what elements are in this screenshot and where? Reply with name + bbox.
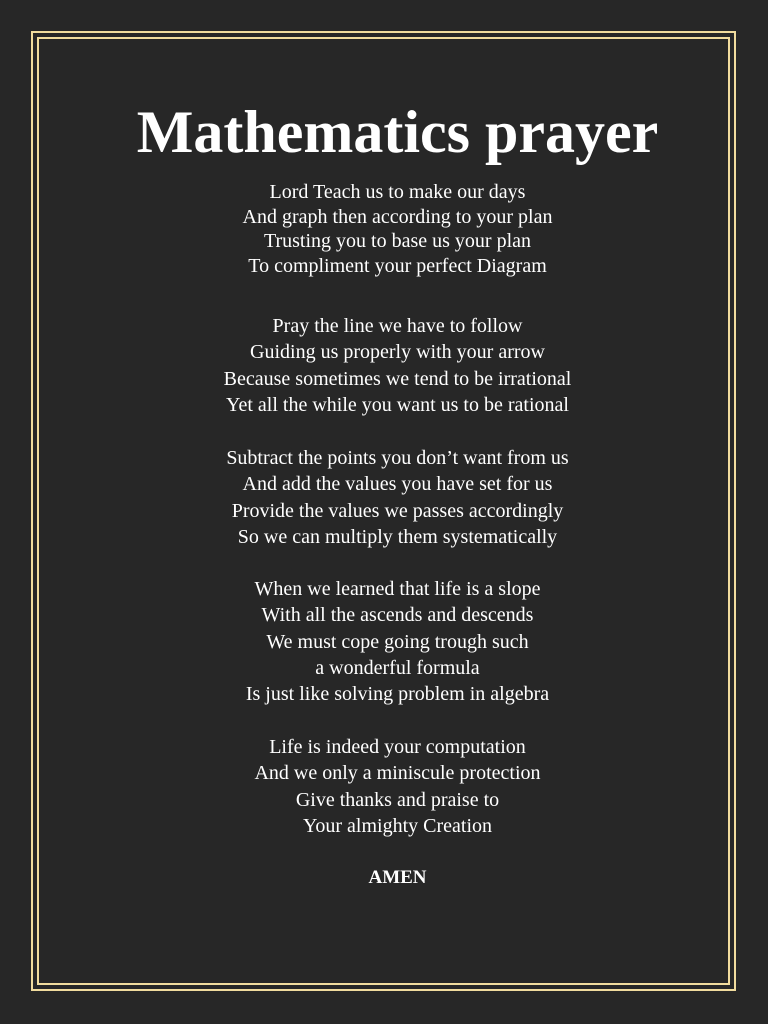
stanza-4 <box>0 576 768 707</box>
poem-line: To compliment your perfect Diagram <box>248 255 547 278</box>
poem-line: Lord Teach us to make our days <box>269 181 526 203</box>
poem-line: Yet all the while you want us to be rational <box>226 393 569 416</box>
poem-line: Your almighty Creation <box>302 814 493 837</box>
closing-amen: AMEN <box>368 867 427 888</box>
poem-line: Provide the values we passes accordingly <box>231 499 564 522</box>
poem-line: We must cope going trough such <box>266 630 529 653</box>
poem-line: a wonderful formula <box>315 656 480 679</box>
stanza-3 <box>0 445 768 550</box>
poem-line: Subtract the points you don’t want from us <box>226 447 569 469</box>
poem-line: And graph then according to your plan <box>242 205 553 228</box>
stanza-5 <box>0 734 768 839</box>
poem-line: And we only a miniscule protection <box>254 762 541 785</box>
poem-line: With all the ascends and descends <box>261 604 534 627</box>
poem-line: Guiding us properly with your arrow <box>250 341 545 364</box>
poem-line: So we can multiply them systematically <box>237 525 558 548</box>
poem-line: Trusting you to base us your plan <box>263 230 532 253</box>
poem-line: When we learned that life is a slope <box>254 578 541 600</box>
stanza-2 <box>0 313 768 418</box>
poem-line: Pray the line we have to follow <box>272 315 523 337</box>
poem-line: Because sometimes we tend to be irrational <box>223 367 572 390</box>
poem-line: Life is indeed your computation <box>269 736 526 758</box>
poem-line: Give thanks and praise to <box>295 788 500 811</box>
page-title: Mathematics prayer <box>136 99 659 165</box>
stanza-1 <box>0 180 768 279</box>
poem-line: And add the values you have set for us <box>242 473 553 496</box>
poem-line: Is just like solving problem in algebra <box>245 683 550 706</box>
